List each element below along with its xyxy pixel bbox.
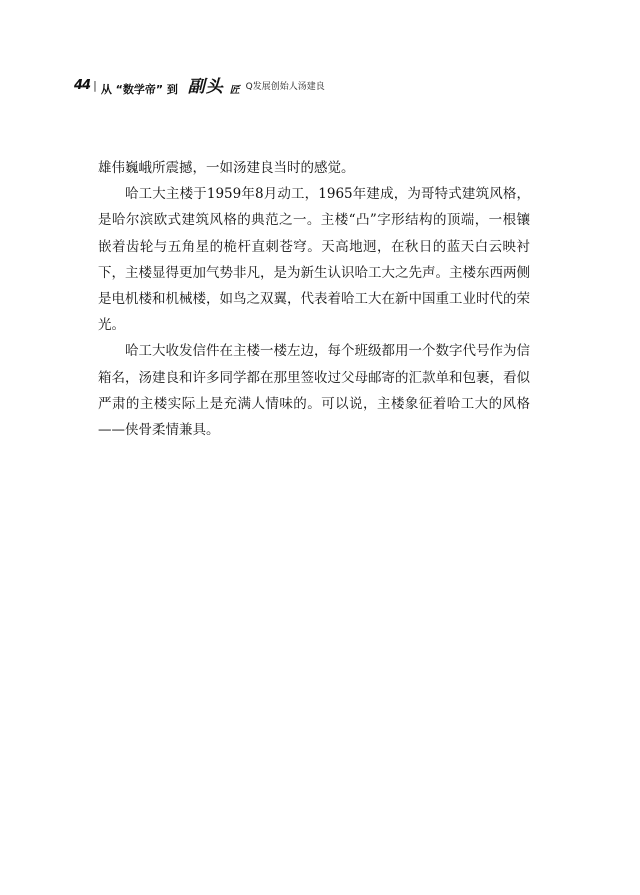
book-subtitle: Q发展创始人汤建良 xyxy=(245,81,325,92)
running-header xyxy=(74,74,325,96)
body-text xyxy=(98,155,530,443)
book-title-calligraphy: 副头 xyxy=(187,76,224,97)
book-title xyxy=(101,73,246,98)
header-separator: | xyxy=(93,78,97,92)
page-number: 44 xyxy=(74,77,91,93)
paragraph-main-building: 哈工大主楼于1959年8月动工，1965年建成，为哥特式建筑风格，是哈尔滨欧式建筑风格的典范之一。主楼“凸”字形结构的顶端，一根镶嵌着齿轮与五角星的桅杆直刺苍穹。天高地迥，在秋日的蓝天白云映衬下，主楼显得更加气势非凡，是为新生认识哈工大之先声。主楼东西两侧是电机楼和机械楼，如鸟之双翼，代表着哈工大在新中国重工业时代的荣光。 xyxy=(98,186,530,334)
paragraph-mailroom: 哈工大收发信件在主楼一楼左边，每个班级都用一个数字代号作为信箱名，汤建良和许多同学都在那里签收过父母邮寄的汇款单和包裹，看似严肃的主楼实际上是充满人情味的。可以说，主楼象征着哈工大的风格——侠骨柔情兼具。 xyxy=(98,343,530,439)
book-title-calligraphy-tail: 匠 xyxy=(229,84,240,96)
book-title-prefix: 从 “数学帝” 到 xyxy=(100,82,178,96)
paragraph-continuation: 雄伟巍峨所震撼，一如汤建良当时的感觉。 xyxy=(98,160,355,176)
